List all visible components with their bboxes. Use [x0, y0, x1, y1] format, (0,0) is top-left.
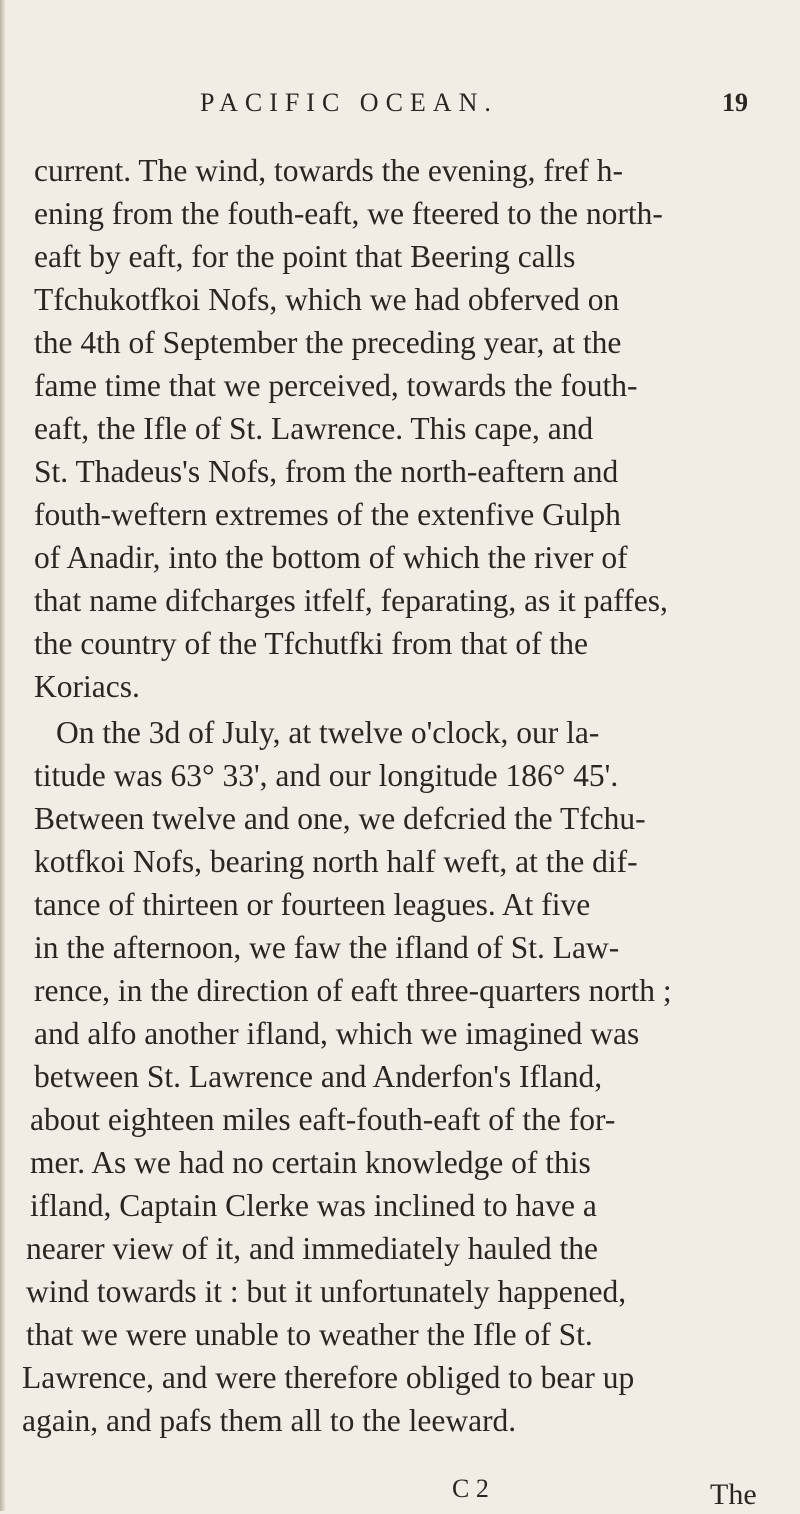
text-line: mer. As we had no certain knowledge of this [30, 1145, 591, 1180]
text-line: St. Thadeus's Nofs, from the north-eaftern and [34, 454, 619, 489]
text-line: On the 3d of July, at twelve o'clock, our la- [56, 715, 600, 750]
text-line: in the afternoon, we faw the ifland of St. Law- [34, 930, 620, 965]
page-footer [0, 1474, 800, 1514]
text-line: of Anadir, into the bottom of which the river of [34, 540, 628, 575]
text-line: current. The wind, towards the evening, fref h- [34, 153, 623, 188]
text-line: the country of the Tfchutfki from that of the [34, 626, 589, 661]
text-line: the 4th of September the preceding year, at the [34, 325, 622, 360]
text-line: ening from the fouth-eaft, we fteered to the north- [34, 196, 663, 231]
text-line: eaft, the Ifle of St. Lawrence. This cape, and [34, 411, 594, 446]
text-line: fouth-weftern extremes of the extenfive Gulph [34, 497, 621, 532]
signature-mark: C 2 [452, 1474, 489, 1503]
text-line: rence, in the direction of eaft three-quarters north ; [34, 973, 672, 1008]
text-line: fame time that we perceived, towards the fouth- [34, 368, 638, 403]
text-line: about eighteen miles eaft-fouth-eaft of the for- [30, 1102, 616, 1137]
text-line: that we were unable to weather the Ifle of St. [26, 1317, 593, 1352]
page-edge-shadow [0, 0, 6, 1511]
text-line: titude was 63° 33', and our longitude 186° 45'. [34, 758, 619, 793]
text-line: ifland, Captain Clerke was inclined to have a [30, 1188, 597, 1223]
text-line: kotfkoi Nofs, bearing north half weft, at the dif- [34, 844, 638, 879]
text-line: Tfchukotfkoi Nofs, which we had obferved on [34, 282, 620, 317]
text-line: again, and pafs them all to the leeward. [22, 1403, 517, 1438]
text-line: wind towards it : but it unfortunately happened, [26, 1274, 627, 1309]
text-line: Between twelve and one, we defcried the Tfchu- [34, 801, 646, 836]
text-line: nearer view of it, and immediately hauled the [26, 1231, 599, 1266]
text-line: and alfo another ifland, which we imagined was [34, 1016, 640, 1051]
text-line: that name difcharges itfelf, feparating, as it paffes, [34, 583, 668, 618]
text-line: between St. Lawrence and Anderfon's Ifland, [34, 1059, 603, 1094]
text-line: Lawrence, and were therefore obliged to bear up [22, 1360, 635, 1395]
page-header [0, 88, 800, 128]
text-line: Koriacs. [34, 669, 140, 704]
running-head: PACIFIC OCEAN. [200, 88, 498, 117]
catchword: The [710, 1478, 757, 1511]
page-number: 19 [722, 88, 748, 117]
text-line: eaft by eaft, for the point that Beering calls [34, 239, 576, 274]
text-line: tance of thirteen or fourteen leagues. At five [34, 887, 591, 922]
